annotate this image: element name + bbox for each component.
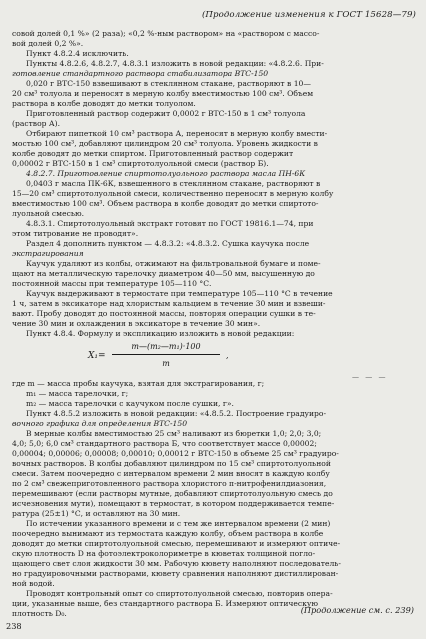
- formula-numerator: m—(m₂—m₁)·100: [131, 342, 201, 351]
- text-line: Проводят контрольный опыт со спиртотолуольной смесью, повторив опера-: [26, 589, 333, 598]
- formula-dash: — — —: [352, 373, 388, 381]
- text-line: поочередно вынимают из термостата каждую колбу, объем раствора в колбе: [12, 529, 324, 538]
- text-line: (раствор А).: [12, 119, 61, 128]
- text-line: 0,00004; 0,00006; 0,00008; 0,00010; 0,00012 г ВТС-150 в объеме 25 см³ градуиро-: [12, 449, 339, 458]
- formula: [12, 339, 414, 379]
- text-line: ции, указанные выше, без стандартного раствора Б. Измеряют оптическую: [12, 599, 318, 608]
- text-block-bottom: [12, 379, 414, 619]
- text-line: где m — масса пробы каучука, взятая для экстрагирования, г;: [12, 379, 265, 388]
- text-line: Пункт 4.8.2.4 исключить.: [26, 49, 129, 58]
- text-line: вочного графика для определения ВТС-150: [12, 419, 188, 428]
- text-line: 4,0; 5,0; 6,0 см³ стандартного раствора Б, что соответствует массе 0,00002;: [12, 439, 317, 448]
- text-line: вой долей 0,2 %».: [12, 39, 84, 48]
- text-line: скую плотность D на фотоэлектроколориметре в кюветах толщиной погло-: [12, 549, 316, 558]
- text-line: m₂ — масса тарелочки с каучуком после сушки, г».: [26, 399, 234, 408]
- text-line: готовление стандартного раствора стабилизатора ВТС-150: [12, 69, 269, 78]
- text-line: перемешивают (если растворы мутные, добавляют спиртотолуольную смесь до: [12, 489, 333, 498]
- text-line: Приготовленный раствор содержит 0,0002 г ВТС-150 в 1 см³ толуола: [26, 109, 306, 118]
- continuation-note: (Продолжение см. с. 239): [300, 605, 414, 615]
- formula-comma: ,: [226, 351, 229, 360]
- text-line: но градуировочными растворами, кювету сравнения наполняют дистиллирован-: [12, 569, 339, 578]
- text-line: плотность D₀.: [12, 609, 67, 618]
- text-line: постоянной массы при температуре 105—110 °С.: [12, 279, 212, 288]
- text-line: колбе доводят до метки спиртом. Приготовленный раствор содержит: [12, 149, 294, 158]
- text-line: 0,00002 г ВТС-150 в 1 см³ спиртотолуольной смеси (раствор Б).: [12, 159, 269, 168]
- text-line: 0,020 г ВТС-150 взвешивают в стеклянном стакане, растворяют в 10—: [26, 79, 311, 88]
- formula-denominator: m: [162, 359, 170, 368]
- text-line: экстрагирования: [12, 249, 84, 258]
- text-line: этом титрование не проводят».: [12, 229, 139, 238]
- text-line: 20 см³ толуола и переносят в мерную колбу вместимостью 100 см³. Объем: [12, 89, 314, 98]
- text-line: Пункт 4.8.4. Формулу и экспликацию изложить в новой редакции:: [26, 329, 295, 338]
- text-line: раствора в колбе доводят до метки толуолом.: [12, 99, 196, 108]
- text-block-top: [12, 29, 414, 339]
- running-header: (Продолжение изменения к ГОСТ 15628—79): [201, 10, 416, 20]
- text-line: вают. Пробу доводят до постоянной массы, повторяя операции сушки в те-: [12, 309, 316, 318]
- text-line: по 2 см³ свежеприготовленного раствора хлористого п-нитрофенилдиазония,: [12, 479, 327, 488]
- text-line: Каучук выдерживают в термостате при температуре 105—110 °С в течение: [26, 289, 333, 298]
- text-line: Пункты 4.8.2.6, 4.8.2.7, 4.8.3.1 изложить в новой редакции: «4.8.2.6. При-: [26, 59, 324, 68]
- text-line: исчезновения мути), помещают в термостат, в котором поддерживается темпе-: [12, 499, 335, 508]
- fraction-bar: [112, 354, 220, 355]
- text-line: Раздел 4 дополнить пунктом — 4.8.3.2: «4.8.3.2. Сушка каучука после: [26, 239, 310, 248]
- text-line: ной водой.: [12, 579, 55, 588]
- text-line: щающего свет слоя жидкости 30 мм. Рабочую кювету наполняют последователь-: [12, 559, 341, 568]
- text-line: Каучук удаляют из колбы, отжимают на фильтровальной бумаге и поме-: [26, 259, 321, 268]
- text-line: 4.8.3.1. Спиртотолуольный экстракт готовят по ГОСТ 19816.1—74, при: [26, 219, 314, 228]
- formula-lhs: X₁=: [88, 351, 106, 361]
- text-line: По истечении указанного времени и с тем же интервалом времени (2 мин): [26, 519, 331, 528]
- text-line: щают на металлическую тарелочку диаметром 40—50 мм, высушенную до: [12, 269, 315, 278]
- text-line: m₁ — масса тарелочки, г;: [26, 389, 129, 398]
- text-line: совой долей 0,1 %» (2 раза); «0,2 %-ным раствором» на «раствором с массо-: [12, 29, 320, 38]
- text-line: 1 ч, затем в эксикаторе над хлористым кальцием в течение 30 мин и взвеши-: [12, 299, 326, 308]
- text-line: 4.8.2.7. Приготовление спиртотолуольного раствора масла ПН-6К: [26, 169, 306, 178]
- text-line: 0,0403 г масла ПК-6К, взвешенного в стеклянном стакане, растворяют в: [26, 179, 321, 188]
- text-line: доводят до метки спиртотолуольной смесью, перемешивают и измеряют оптиче-: [12, 539, 341, 548]
- text-line: Отбирают пипеткой 10 см³ раствора А, переносят в мерную колбу вмести-: [26, 129, 328, 138]
- page-number: 238: [6, 621, 22, 631]
- text-line: ратура (25±1) °С, и оставляют на 30 мин.: [12, 509, 181, 518]
- text-line: луольной смесью.: [12, 209, 84, 218]
- text-line: смеси. Затем поочередно с интервалом времени 2 мин вносят в каждую колбу: [12, 469, 330, 478]
- text-line: вместимостью 100 см³. Объем раствора в колбе доводят до метки спиртото-: [12, 199, 319, 208]
- body-text: [12, 29, 414, 619]
- text-line: В мерные колбы вместимостью 25 см³ наливают из бюретки 1,0; 2,0; 3,0;: [26, 429, 322, 438]
- text-line: 15—20 см³ спиртотолуольной смеси, количественно переносят в мерную колбу: [12, 189, 334, 198]
- text-line: Пункт 4.8.5.2 изложить в новой редакции: «4.8.5.2. Построение градуиро-: [26, 409, 327, 418]
- text-line: мостью 100 см³, добавляют цилиндром 20 см³ толуола. Уровень жидкости в: [12, 139, 318, 148]
- text-line: вочных растворов. В колбы добавляют цилиндром по 15 см³ спиртотолуольной: [12, 459, 331, 468]
- text-line: чение 30 мин и охлаждения в эксикаторе в течение 30 мин».: [12, 319, 261, 328]
